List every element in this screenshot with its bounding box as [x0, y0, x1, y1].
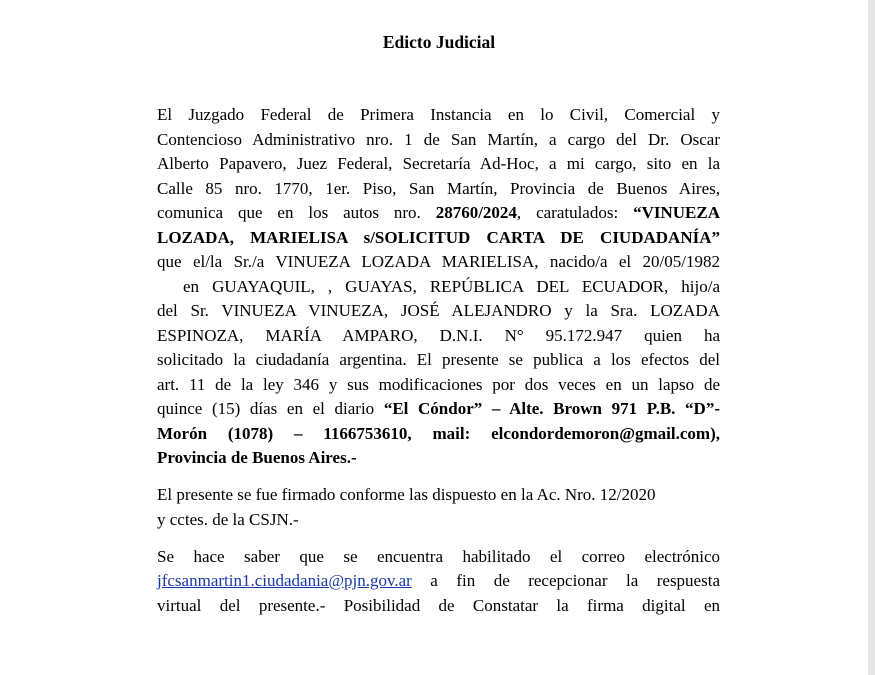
case-title-line: LOZADA, MARIELISA s/SOLICITUD CARTA DE CIUDADANÍA” — [157, 227, 720, 247]
email-note: virtual del presente.- Posibilidad de Constatar la firma digital en — [157, 595, 720, 615]
signature-note: y cctes. de la CSJN.- — [157, 509, 299, 529]
body-line: en GUAYAQUIL, , GUAYAS, REPÚBLICA DEL ECUADOR, hijo/a — [183, 276, 720, 296]
body-text: comunica que en los autos nro. — [157, 203, 436, 222]
body-line — [157, 201, 720, 226]
body-text: , caratulados: — [516, 203, 634, 222]
body-text: quince (15) días en el diario — [157, 399, 384, 418]
page-edge — [868, 0, 875, 675]
case-number: 28760/2024 — [435, 203, 517, 222]
body-line: El Juzgado Federal de Primera Instancia en lo Civil, Comercial y — [157, 105, 720, 124]
province-line: Provincia de Buenos Aires.- — [157, 448, 357, 467]
body-text: a fin de recepcionar la respuesta — [411, 571, 720, 590]
document-body — [157, 103, 720, 618]
body-line: Alberto Papavero, Juez Federal, Secretaría Ad-Hoc, a mi cargo, sito en la — [157, 154, 720, 173]
email-link[interactable]: jfcsanmartin1.ciudadania@pjn.gov.ar — [157, 571, 412, 590]
body-line: Calle 85 nro. 1770, 1er. Piso, San Martín, Provincia de Buenos Aires, — [157, 178, 720, 198]
body-line: ESPINOZA, MARÍA AMPARO, D.N.I. N° 95.172.947 quien ha — [157, 325, 720, 345]
body-line: del Sr. VINUEZA VINUEZA, JOSÉ ALEJANDRO y la Sra. LOZADA — [157, 301, 720, 320]
newspaper-contact: Morón (1078) – 1166753610, mail: elcondordemoron@gmail.com), — [157, 423, 720, 443]
body-line: que el/la Sr./a VINUEZA LOZADA MARIELISA, nacido/a el 20/05/1982 — [157, 252, 720, 271]
newspaper-info: “El Cóndor” – Alte. Brown 971 P.B. “D”- — [383, 399, 720, 418]
body-line — [157, 397, 720, 422]
email-note: Se hace saber que se encuentra habilitado el correo electrónico — [157, 546, 720, 566]
email-note — [157, 569, 720, 594]
document-title: Edicto Judicial — [382, 32, 496, 52]
body-line: Contencioso Administrativo nro. 1 de San Martín, a cargo del Dr. Oscar — [157, 129, 720, 149]
body-line: art. 11 de la ley 346 y sus modificaciones por dos veces en un lapso de — [157, 374, 720, 394]
signature-note: El presente se fue firmado conforme las dispuesto en la Ac. Nro. 12/2020 — [157, 485, 656, 504]
body-line: solicitado la ciudadanía argentina. El presente se publica a los efectos del — [157, 350, 720, 369]
case-title: “VINUEZA — [633, 203, 720, 222]
